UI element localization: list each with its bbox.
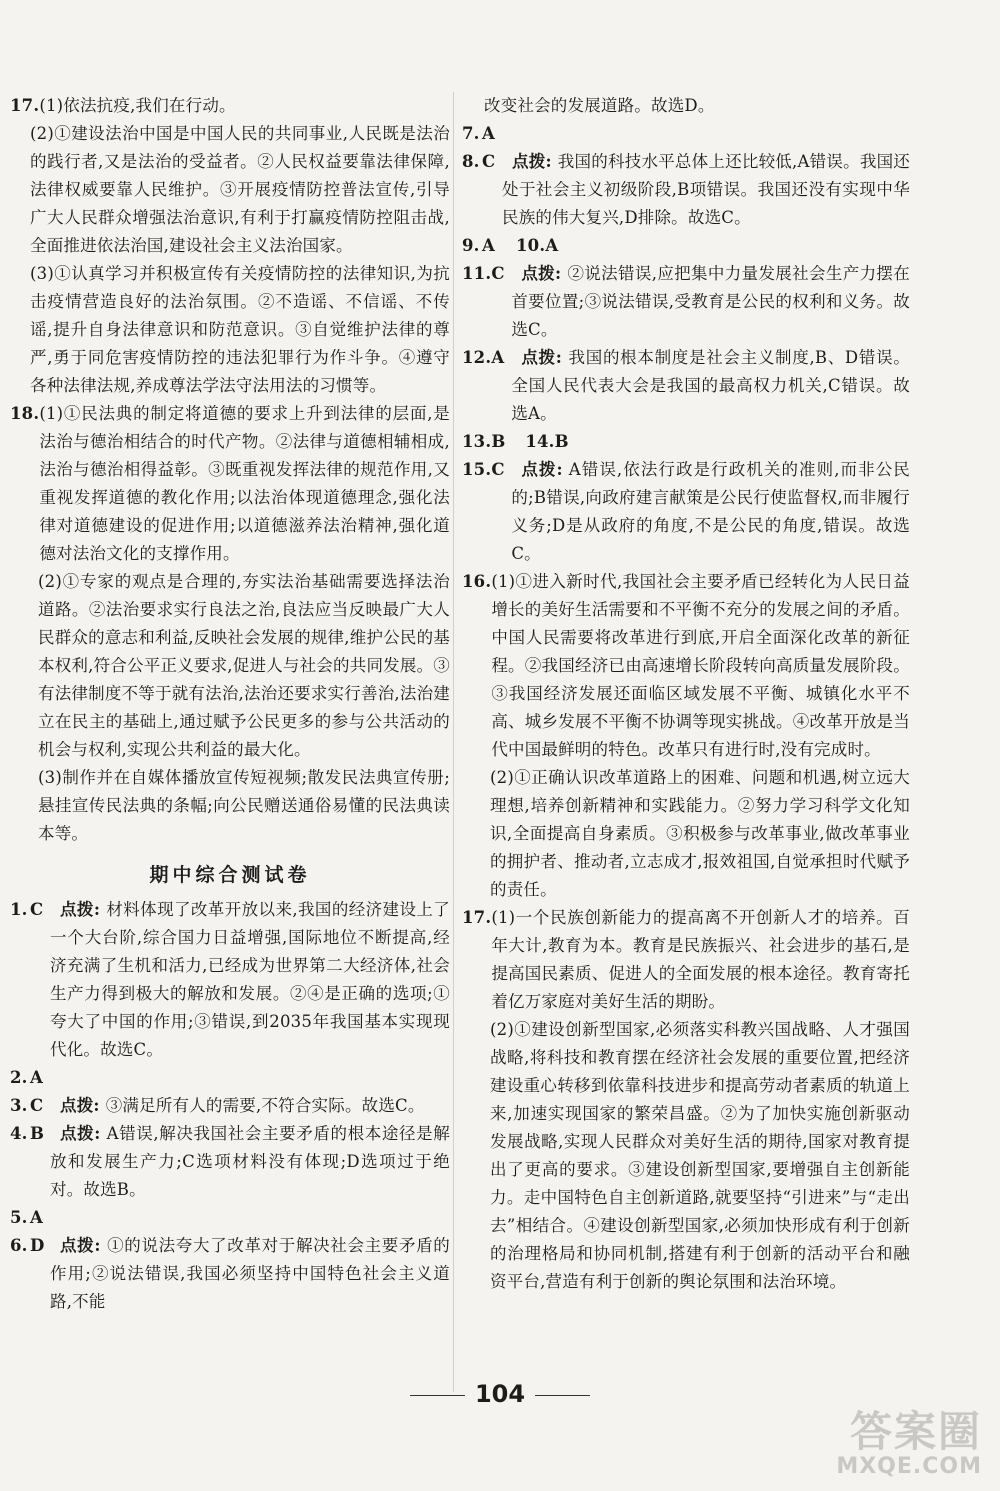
answer-18 [10, 400, 450, 568]
answer-letter: A [482, 124, 496, 143]
answer-text [502, 148, 910, 232]
explanation: ②说法错误,应把集中力量发展社会生产力摆在首要位置;③说法错误,受教育是公民的权利和义务。故选C。 [511, 264, 910, 339]
question-number: 4. [10, 1124, 28, 1143]
answer-text: (1)一个民族创新能力的提高离不开创新人才的培养。百年大计,教育为本。教育是民族振兴、社会进步的基石,是提高国民素质、促进人的全面发展的根本途径。教育寄托着亿万家庭对美好生活的期盼。 [491, 908, 910, 1011]
question-number: 2. [10, 1068, 28, 1087]
watermark-url: MXQE.COM [836, 1454, 982, 1479]
keyword-label: 点拨: [521, 348, 563, 367]
question-number: 10. [516, 236, 546, 255]
answer-letter: C [482, 152, 496, 171]
section-title: 期中综合测试卷 [149, 864, 311, 886]
mc-answer-3 [10, 1092, 450, 1120]
explanation: ③满足所有人的需要,不符合实际。故选C。 [105, 1096, 425, 1115]
question-number: 5. [10, 1208, 28, 1227]
answer-letter: A [30, 1068, 44, 1087]
explanation: A错误,依法行政是行政机关的准则,而非公民的;B错误,向政府建言献策是公民行使监督权,而非履行义务;D是从政府的角度,不是公民的角度,错误。故选C。 [511, 460, 910, 563]
mc-answer-8 [462, 148, 910, 232]
answer-text: (1)依法抗疫,我们在行动。 [39, 96, 236, 115]
watermark-logo-text: 答案圈 [849, 1407, 982, 1456]
mc-answer-13-14 [462, 428, 910, 456]
answer-text [511, 344, 910, 428]
left-column [10, 92, 450, 1316]
mc-answer-2 [10, 1064, 450, 1092]
answer-17-right-part2: (2)①建设创新型国家,必须落实科教兴国战略、人才强国战略,将科技和教育摆在经济社会发展的重要位置,把经济建设重心转移到依靠科技进步和提高劳动者素质的轨道上来,加速实现国家的繁荣昌盛。②为了加快实施创新驱动发展战略,实现人民群众对美好生活的期待,国家对教育提出了更高的要求。③建设创新型国家,要增强自主创新能力。走中国特色自主创新道路,就要坚持“引进来”与“走出去”相结合。④建设创新型国家,必须加快形成有利于创新的治理格局和协同机制,搭建有利于创新的活动平台和融资平台,营造有利于创新的舆论氛围和法治环境。 [490, 1020, 910, 1291]
mc-answer-7 [462, 120, 910, 148]
mc-answer-6 [10, 1232, 450, 1316]
answer-text [511, 456, 910, 568]
page-number-text: 104 [474, 1380, 526, 1408]
answer-letter: C [491, 264, 505, 283]
page-number [0, 1380, 1000, 1408]
answer-17-right [462, 904, 910, 1016]
mc-answer-12 [462, 344, 910, 428]
keyword-label: 点拨: [60, 1096, 100, 1115]
answer-letter: C [30, 1096, 44, 1115]
answer-6-continued: 改变社会的发展道路。故选D。 [484, 96, 715, 115]
answer-17 [10, 92, 450, 120]
question-number: 18. [10, 404, 40, 423]
answer-16-part2: (2)①正确认识改革道路上的困难、问题和机遇,树立远大理想,培养创新精神和实践能力。②努力学习科学文化知识,全面提高自身素质。③积极参与改革事业,做改革事业的拥护者、推动者,立志成才,报效祖国,自觉承担时代赋予的责任。 [490, 768, 910, 899]
question-number: 8. [462, 152, 480, 171]
answer-letter: B [30, 1124, 45, 1143]
answer-17-part2: (2)①建设法治中国是中国人民的共同事业,人民既是法治的践行者,又是法治的受益者。②人民权益要靠法律保障,法律权威要靠人民维护。③开展疫情防控普法宣传,引导广大人民群众增强法治意识,有利于打赢疫情防控阻击战,全面推进依法治国,建设社会主义法治国家。 [30, 124, 450, 255]
mc-answer-11 [462, 260, 910, 344]
question-number: 11. [462, 264, 492, 283]
answer-text [50, 1232, 450, 1316]
question-number: 7. [462, 124, 480, 143]
answer-16 [462, 568, 910, 764]
mc-answer-4 [10, 1120, 450, 1204]
question-number: 15. [462, 460, 492, 479]
explanation: ①的说法夸大了改革对于解决社会主要矛盾的作用;②说法错误,我国必须坚持中国特色社会主义道路,不能 [50, 1236, 451, 1311]
question-number: 17. [10, 96, 40, 115]
answer-18-part3: (3)制作并在自媒体播放宣传短视频;散发民法典宣传册;悬挂宣传民法典的条幅;向公民赠送通俗易懂的民法典读本等。 [38, 768, 450, 843]
question-number: 16. [462, 572, 492, 591]
answer-letter: C [30, 900, 44, 919]
answer-text [50, 1092, 450, 1120]
right-column [462, 92, 910, 1296]
answer-text: (1)①民法典的制定将道德的要求上升到法律的层面,是法治与德治相结合的时代产物。②法律与道德相辅相成,法治与德治相得益彰。③既重视发挥法律的规范作用,又重视发挥道德的教化作用;以法治体现道德理念,强化法律对道德建设的促进作用;以道德滋养法治精神,强化道德对法治文化的支撑作用。 [39, 404, 450, 563]
column-divider [453, 92, 454, 1392]
question-number: 1. [10, 900, 28, 919]
question-number: 13. [462, 432, 492, 451]
mc-answer-5 [10, 1204, 450, 1232]
mc-answer-1 [10, 896, 450, 1064]
mc-answer-15 [462, 456, 910, 568]
question-number: 12. [462, 348, 492, 367]
explanation: 我国的科技水平总体上还比较低,A错误。我国还处于社会主义初级阶段,B项错误。我国还没有实现中华民族的伟大复兴,D排除。故选C。 [502, 152, 910, 227]
question-number: 6. [10, 1236, 28, 1255]
site-watermark [792, 1407, 982, 1482]
keyword-label: 点拨: [521, 264, 562, 283]
question-number: 9. [462, 236, 480, 255]
answer-text [511, 260, 910, 344]
answer-letter: A [482, 236, 496, 255]
keyword-label: 点拨: [60, 1236, 101, 1255]
mc-answer-9-10 [462, 232, 910, 260]
question-number: 3. [10, 1096, 28, 1115]
explanation: A错误,解决我国社会主要矛盾的根本途径是解放和发展生产力;C选项材料没有体现;D选项过于绝对。故选B。 [50, 1124, 450, 1199]
footer-rule-left [410, 1395, 465, 1396]
question-number: 17. [462, 908, 492, 927]
answer-letter: D [30, 1236, 45, 1255]
answer-17-part3: (3)①认真学习并积极宣传有关疫情防控的法律知识,为抗击疫情营造良好的法治氛围。②不造谣、不信谣、不传谣,提升自身法律意识和防范意识。③自觉维护法律的尊严,勇于同危害疫情防控的违法犯罪行为作斗争。④遵守各种法律法规,养成尊法学法守法用法的习惯等。 [30, 264, 450, 395]
keyword-label: 点拨: [512, 152, 552, 171]
keyword-label: 点拨: [60, 900, 101, 919]
answer-18-part2: (2)①专家的观点是合理的,夯实法治基础需要选择法治道路。②法治要求实行良法之治,良法应当反映最广大人民群众的意志和利益,反映社会发展的规律,维护公民的基本权利,符合公平正义要求,促进人与社会的共同发展。③有法律制度不等于就有法治,法治还要求实行善治,法治建立在民主的基础上,通过赋予公民更多的参与公共活动的机会与权利,实现公共利益的最大化。 [38, 572, 450, 759]
answer-letter: B [554, 432, 569, 451]
footer-rule-right [535, 1395, 590, 1396]
answer-letter: B [491, 432, 506, 451]
explanation: 材料体现了改革开放以来,我国的经济建设上了一个大台阶,综合国力日益增强,国际地位不断提高,经济充满了生机和活力,已经成为世界第二大经济体,社会生产力得到极大的解放和发展。②④是正确的选项;①夸大了中国的作用;③错误,到2035年我国基本实现现代化。故选C。 [50, 900, 450, 1059]
keyword-label: 点拨: [521, 460, 563, 479]
answer-letter: A [30, 1208, 44, 1227]
answer-text [50, 1120, 450, 1204]
question-number: 14. [525, 432, 555, 451]
explanation: 我国的根本制度是社会主义制度,B、D错误。全国人民代表大会是我国的最高权力机关,C错误。故选A。 [511, 348, 910, 423]
answer-letter: C [491, 460, 505, 479]
answer-text [50, 896, 450, 1064]
answer-letter: A [545, 236, 559, 255]
answer-letter: A [491, 348, 505, 367]
keyword-label: 点拨: [60, 1124, 101, 1143]
answer-text: (1)①进入新时代,我国社会主要矛盾已经转化为人民日益增长的美好生活需要和不平衡不充分的发展之间的矛盾。中国人民需要将改革进行到底,开启全面深化改革的新征程。②我国经济已由高速增长阶段转向高质量发展阶段。③我国经济发展还面临区域发展不平衡、城镇化水平不高、城乡发展不平衡不协调等现实挑战。④改革开放是当代中国最鲜明的特色。改革只有进行时,没有完成时。 [491, 572, 910, 759]
